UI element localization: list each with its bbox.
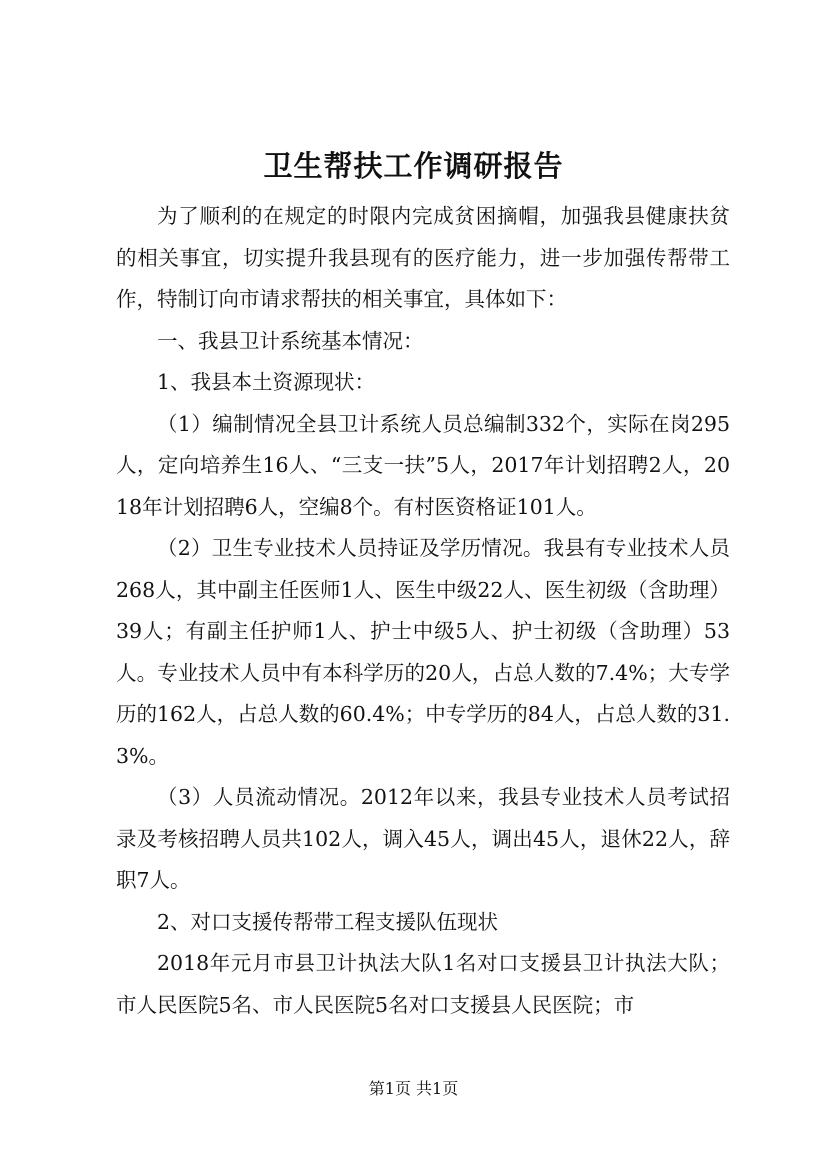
paragraph-staffing: （1）编制情况全县卫计系统人员总编制332个，实际在岗295人，定向培养生16人、“三支一扶”5人，2017年计划招聘2人，2018年计划招聘6人，空编8个。有村医资格证101人。 — [116, 411, 730, 519]
document-title: 卫生帮扶工作调研报告 — [263, 149, 564, 183]
section-heading-1: 一、我县卫计系统基本情况： — [157, 328, 424, 353]
paragraph-mobility: （3）人员流动情况。2012年以来，我县专业技术人员考试招录及考核招聘人员共102人，调入45人，调出45人，退休22人，辞职7人。 — [116, 785, 730, 892]
page-footer: 第1页 共1页 — [368, 1079, 459, 1098]
paragraph-intro: 为了顺利的在规定的时限内完成贫困摘帽，加强我县健康扶贫的相关事宜，切实提升我县现有的医疗能力，进一步加强传帮带工作，特制订向市请求帮扶的相关事宜，具体如下： — [116, 204, 730, 311]
document-body — [116, 196, 730, 1026]
subsection-heading-1: 1、我县本土资源现状： — [157, 370, 376, 394]
subsection-heading-2: 2、对口支援传帮带工程支援队伍现状 — [157, 909, 499, 934]
paragraph-support-teams: 2018年元月市县卫计执法大队1名对口支援县卫计执法大队；市人民医院5名、市人民医院5名对口支援县人民医院；市 — [116, 951, 730, 1017]
paragraph-qualifications: （2）卫生专业技术人员持证及学历情况。我县有专业技术人员268人，其中副主任医师1人、医生中级22人、医生初级（含助理）39人；有副主任护师1人、护士中级5人、护士初级（含助理）53人。专业技术人员中有本科学历的20人，占总人数的7.4%；大专学历的162人，占总人数的60.4%；中专学历的84人，占总人数的31.3%。 — [116, 536, 730, 768]
